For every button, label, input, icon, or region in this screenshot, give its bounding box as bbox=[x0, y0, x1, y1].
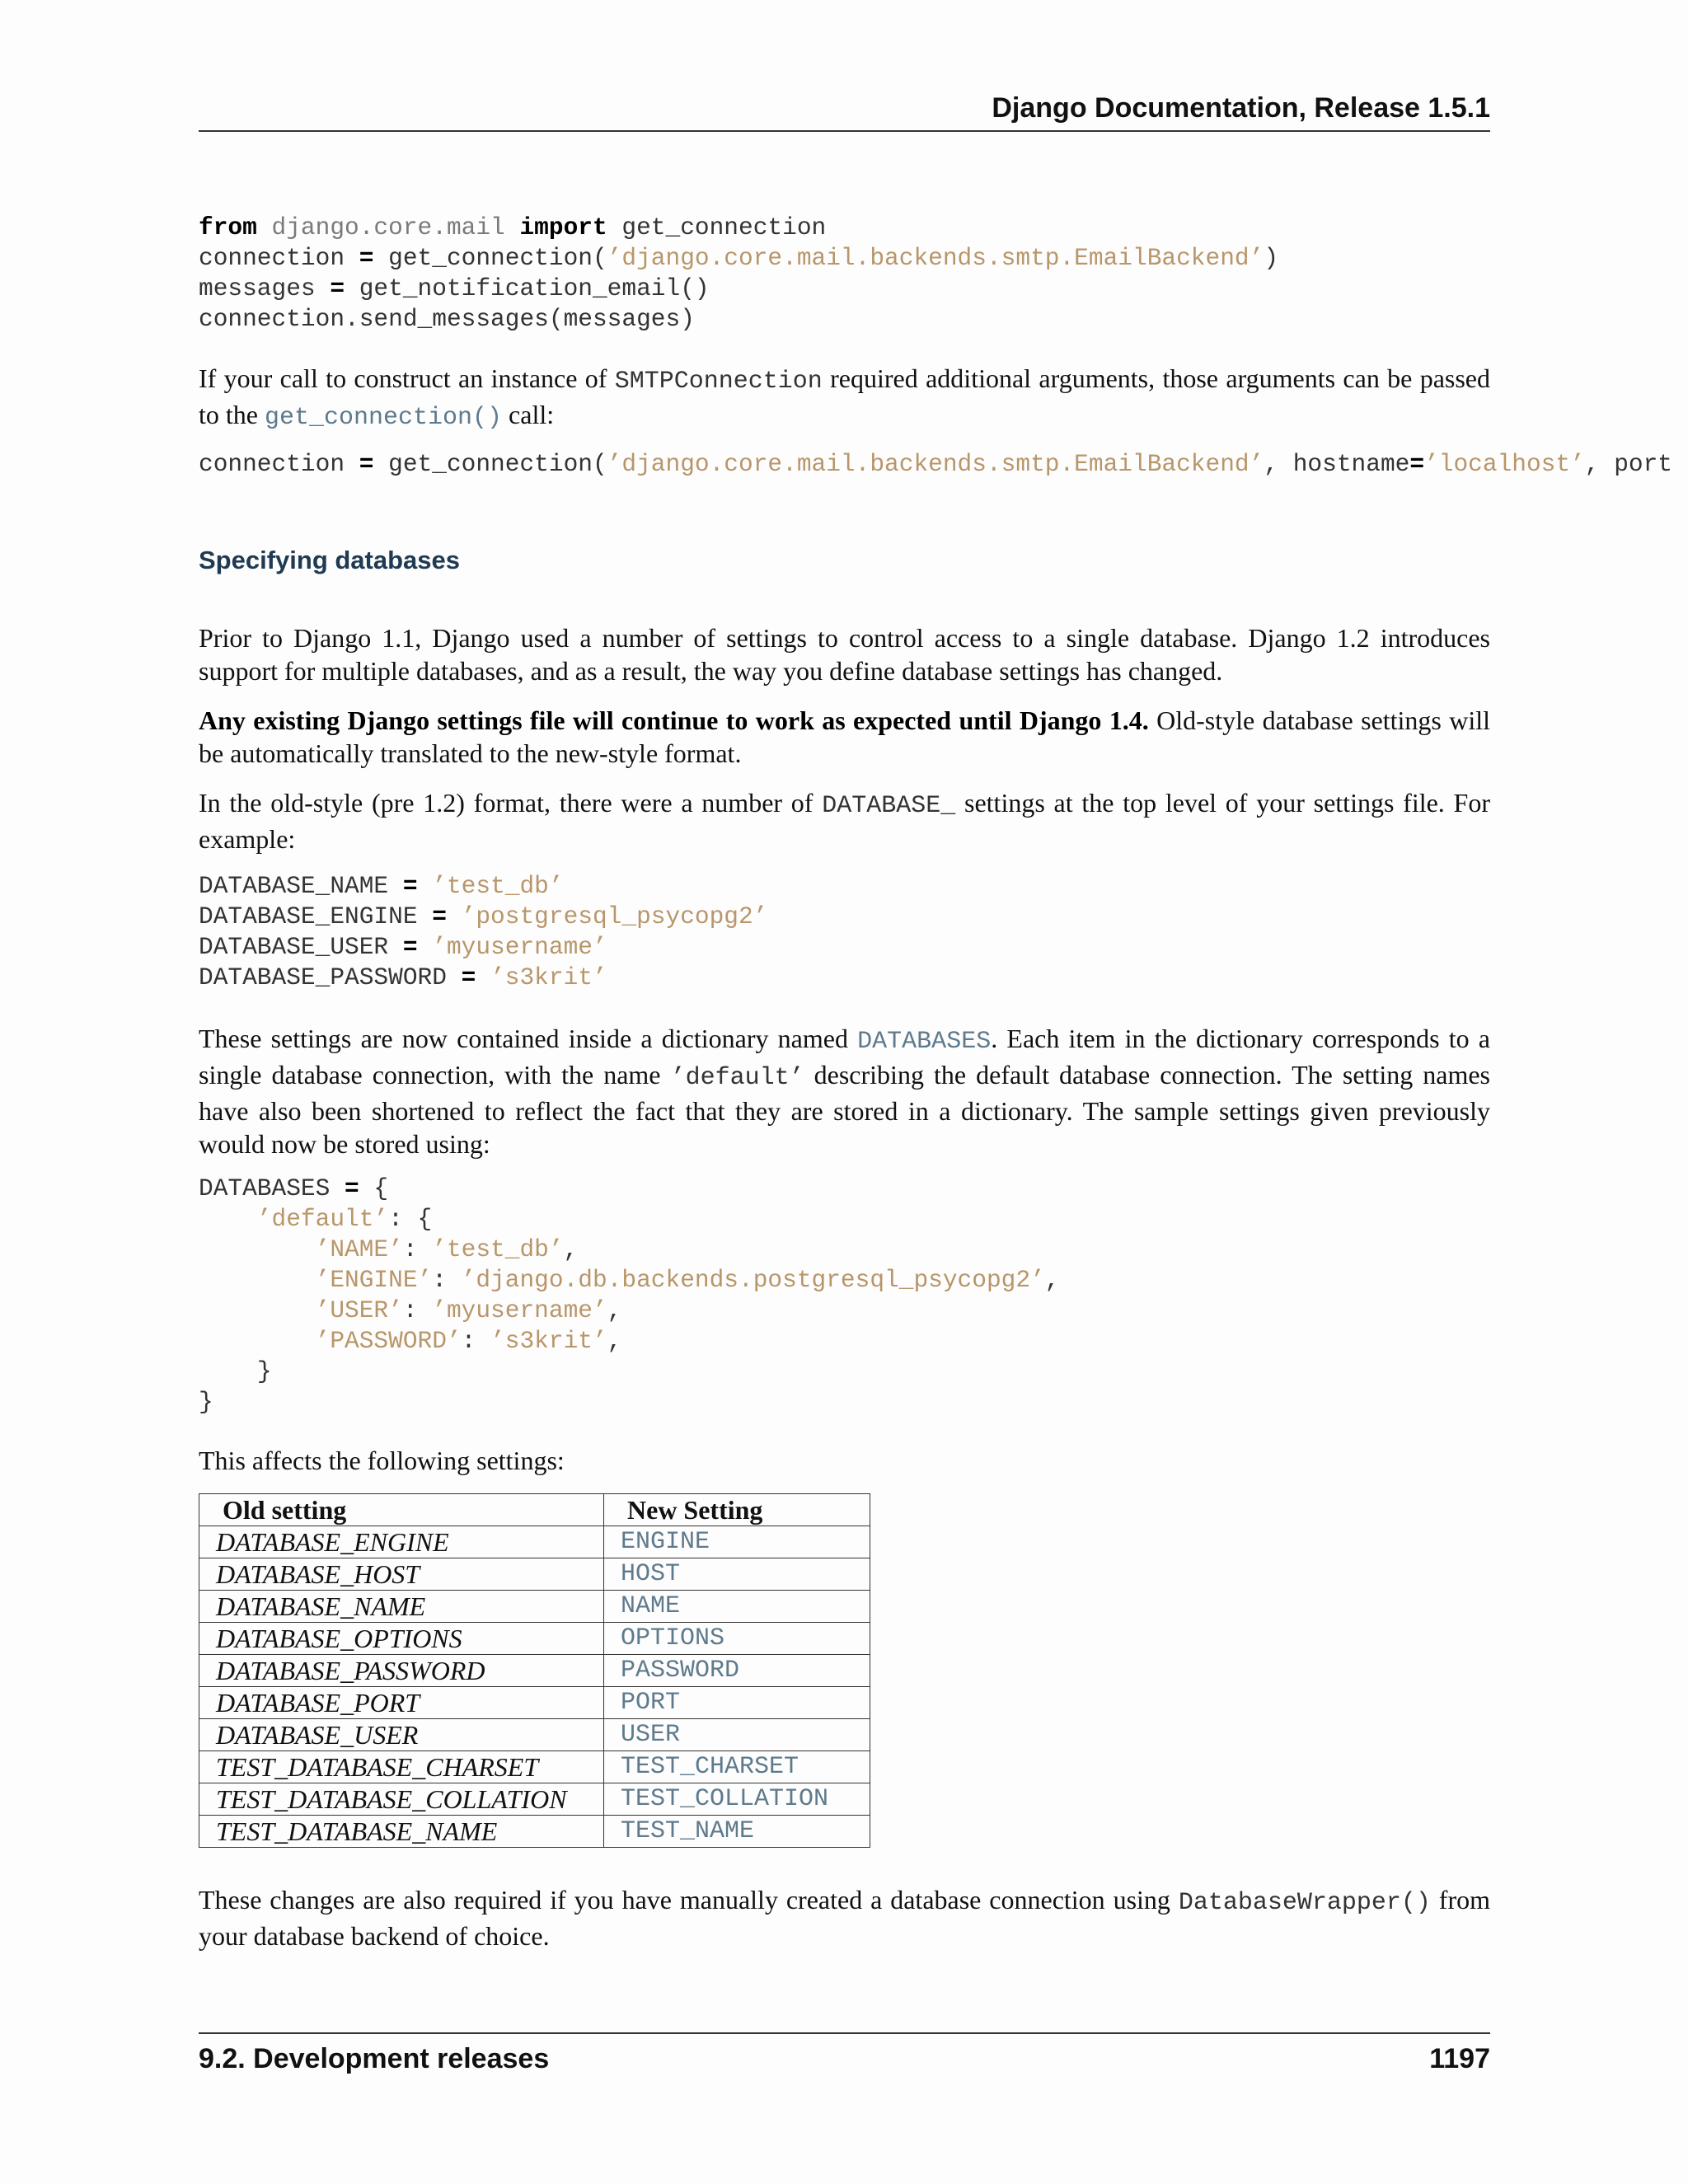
new-setting-link[interactable]: TEST_NAME bbox=[604, 1816, 870, 1848]
text: describing the default database connection. The setting names have also been shortened to reflect the fact that they are stored in a dictionary. The sample settings given previously would now be stored using: bbox=[199, 1060, 1491, 1159]
code-operator: = bbox=[345, 1174, 359, 1202]
old-setting-cell: TEST_DATABASE_NAME bbox=[199, 1816, 604, 1848]
code-text: DATABASE_PASSWORD bbox=[199, 963, 462, 991]
code-string: ’default’ bbox=[256, 1205, 389, 1233]
databases-link[interactable]: DATABASES bbox=[857, 1028, 992, 1056]
paragraph-old-style-format bbox=[199, 786, 1490, 855]
code-line bbox=[199, 1174, 1059, 1204]
code-keyword: import bbox=[519, 213, 607, 241]
text: Old-style database settings will be automatically translated to the new-style format. bbox=[199, 705, 1491, 768]
table-row bbox=[199, 1591, 870, 1623]
table-row bbox=[199, 1623, 870, 1655]
code-string: ’PASSWORD’ bbox=[315, 1327, 462, 1355]
settings-mapping-table bbox=[199, 1493, 870, 1848]
code-block-connection-hostname bbox=[199, 449, 1688, 480]
footer-page-number: 1197 bbox=[1429, 2043, 1490, 2074]
code-text: get_notification_email() bbox=[345, 274, 710, 302]
old-setting-cell: DATABASE_PASSWORD bbox=[199, 1655, 604, 1687]
table-row bbox=[199, 1558, 870, 1591]
code-line bbox=[199, 871, 767, 902]
old-setting-cell: DATABASE_ENGINE bbox=[199, 1526, 604, 1558]
code-line: } bbox=[199, 1388, 213, 1416]
code-string: ’s3krit’ bbox=[490, 963, 607, 991]
code-text: : bbox=[402, 1296, 433, 1324]
inline-code: ’default’ bbox=[670, 1064, 804, 1092]
paragraph-database-wrapper bbox=[199, 1883, 1490, 1952]
paragraph-prior-to-django: Prior to Django 1.1, Django used a number of settings to control access to a single database. Django 1.2 introduces support for multiple databases, and as a result, the way you define database settings has changed. bbox=[199, 623, 1490, 686]
old-setting-cell: DATABASE_NAME bbox=[199, 1591, 604, 1623]
code-text: , bbox=[563, 1235, 579, 1263]
text: These changes are also required if you have manually created a database connection using bbox=[199, 1885, 1179, 1915]
code-text: connection bbox=[199, 244, 359, 272]
table-row bbox=[199, 1783, 870, 1816]
code-text: messages bbox=[199, 274, 331, 302]
code-text: , port bbox=[1584, 450, 1673, 478]
code-operator: = bbox=[359, 450, 374, 478]
text: required additional arguments, those arguments can be passed to the bbox=[199, 363, 1491, 429]
code-operator: = bbox=[1409, 450, 1425, 478]
new-setting-link[interactable]: ENGINE bbox=[604, 1526, 870, 1558]
text: In the old-style (pre 1.2) format, there were a number of bbox=[199, 788, 823, 818]
text: . Each item in the dictionary corresponds to a single database connection, with the name bbox=[199, 1024, 1491, 1090]
paragraph-databases-dictionary bbox=[199, 1022, 1490, 1160]
footer-rule bbox=[199, 2032, 1490, 2034]
new-setting-link[interactable]: TEST_CHARSET bbox=[604, 1751, 870, 1783]
text: If your call to construct an instance of bbox=[199, 363, 615, 393]
column-header-old-setting: Old setting bbox=[199, 1494, 604, 1526]
old-setting-cell: TEST_DATABASE_CHARSET bbox=[199, 1751, 604, 1783]
old-setting-cell: DATABASE_PORT bbox=[199, 1687, 604, 1719]
code-text: , hostname bbox=[1264, 450, 1410, 478]
text: from your database backend of choice. bbox=[199, 1885, 1491, 1951]
code-text: : bbox=[402, 1235, 433, 1263]
old-setting-cell: TEST_DATABASE_COLLATION bbox=[199, 1783, 604, 1816]
code-text: : bbox=[432, 1266, 462, 1294]
code-text: ) bbox=[1264, 244, 1279, 272]
inline-code: SMTPConnection bbox=[614, 368, 823, 396]
old-setting-cell: DATABASE_USER bbox=[199, 1719, 604, 1751]
code-string: ’myusername’ bbox=[432, 933, 607, 961]
code-module: django.core.mail bbox=[271, 213, 505, 241]
code-text: , bbox=[607, 1296, 622, 1324]
code-string: ’test_db’ bbox=[432, 872, 564, 900]
code-string: ’myusername’ bbox=[432, 1296, 607, 1324]
code-operator: = bbox=[330, 274, 345, 302]
code-string: ’django.core.mail.backends.smtp.EmailBackend’ bbox=[607, 450, 1264, 478]
new-setting-link[interactable]: HOST bbox=[604, 1558, 870, 1591]
table-row bbox=[199, 1719, 870, 1751]
code-string: ’test_db’ bbox=[432, 1235, 564, 1263]
table-row bbox=[199, 1751, 870, 1783]
new-setting-link[interactable]: NAME bbox=[604, 1591, 870, 1623]
code-string: ’django.db.backends.postgresql_psycopg2’ bbox=[461, 1266, 1045, 1294]
text: call: bbox=[502, 400, 555, 429]
paragraph-affects-settings: This affects the following settings: bbox=[199, 1446, 565, 1475]
code-line bbox=[199, 963, 767, 993]
code-string: ’s3krit’ bbox=[490, 1327, 607, 1355]
code-string: ’ENGINE’ bbox=[315, 1266, 433, 1294]
code-text: DATABASE_ENGINE bbox=[199, 902, 433, 930]
table-header-row bbox=[199, 1494, 870, 1526]
table-row bbox=[199, 1687, 870, 1719]
code-operator: = bbox=[432, 902, 447, 930]
footer-section-title: 9.2. Development releases bbox=[199, 2043, 550, 2074]
code-line: connection.send_messages(messages) bbox=[199, 305, 695, 333]
code-string: ’localhost’ bbox=[1424, 450, 1585, 478]
inline-code: DatabaseWrapper() bbox=[1178, 1889, 1431, 1917]
code-operator: = bbox=[402, 872, 418, 900]
code-line bbox=[199, 1357, 1059, 1387]
header-rule bbox=[199, 130, 1490, 132]
code-line bbox=[199, 932, 767, 963]
code-text: DATABASE_NAME bbox=[199, 872, 403, 900]
code-block-databases-dict bbox=[199, 1174, 1059, 1418]
code-text: DATABASES bbox=[199, 1174, 345, 1202]
code-text: : bbox=[461, 1327, 491, 1355]
code-operator: = bbox=[461, 963, 476, 991]
code-name: get_connection bbox=[621, 213, 827, 241]
code-text: : { bbox=[388, 1205, 433, 1233]
new-setting-link[interactable]: TEST_COLLATION bbox=[604, 1783, 870, 1816]
new-setting-link[interactable]: PASSWORD bbox=[604, 1655, 870, 1687]
code-string: ’django.core.mail.backends.smtp.EmailBackend’ bbox=[607, 244, 1264, 272]
code-text: DATABASE_USER bbox=[199, 933, 403, 961]
code-text: get_connection( bbox=[373, 450, 607, 478]
text: These settings are now contained inside a dictionary named bbox=[199, 1024, 858, 1053]
text: settings at the top level of your settings file. For example: bbox=[199, 788, 1491, 854]
code-line bbox=[199, 1296, 1059, 1326]
code-text: connection bbox=[199, 450, 359, 478]
paragraph-smtp-arguments bbox=[199, 362, 1490, 434]
code-line bbox=[199, 1235, 1059, 1265]
get-connection-link[interactable]: get_connection() bbox=[264, 404, 503, 432]
code-text: , bbox=[607, 1327, 622, 1355]
code-block-get-connection bbox=[199, 213, 1278, 335]
bold-text: Any existing Django settings file will continue to work as expected until Django 1.4. bbox=[199, 705, 1149, 735]
code-line bbox=[199, 1204, 1059, 1235]
inline-code: DATABASE_ bbox=[822, 792, 956, 820]
code-keyword: from bbox=[199, 213, 257, 241]
running-header-title: Django Documentation, Release 1.5.1 bbox=[992, 92, 1490, 124]
code-text: } bbox=[256, 1357, 272, 1385]
new-setting-link[interactable]: PORT bbox=[604, 1687, 870, 1719]
table-row bbox=[199, 1526, 870, 1558]
new-setting-link[interactable]: OPTIONS bbox=[604, 1623, 870, 1655]
code-string: ’USER’ bbox=[315, 1296, 403, 1324]
paragraph-existing-settings bbox=[199, 704, 1490, 770]
code-line bbox=[199, 1265, 1059, 1296]
code-line bbox=[199, 243, 1278, 274]
table-row bbox=[199, 1816, 870, 1848]
code-text: get_connection( bbox=[373, 244, 607, 272]
code-line bbox=[199, 274, 1278, 304]
code-line bbox=[199, 1326, 1059, 1357]
section-heading: Specifying databases bbox=[199, 546, 461, 574]
old-setting-cell: DATABASE_HOST bbox=[199, 1558, 604, 1591]
code-line bbox=[199, 902, 767, 932]
table-row bbox=[199, 1655, 870, 1687]
column-header-new-setting: New Setting bbox=[604, 1494, 870, 1526]
code-text: { bbox=[359, 1174, 389, 1202]
old-setting-cell: DATABASE_OPTIONS bbox=[199, 1623, 604, 1655]
new-setting-link[interactable]: USER bbox=[604, 1719, 870, 1751]
code-string: ’NAME’ bbox=[315, 1235, 403, 1263]
code-line bbox=[199, 213, 1278, 243]
code-block-old-settings bbox=[199, 871, 767, 993]
code-operator: = bbox=[359, 244, 374, 272]
code-text: , bbox=[1044, 1266, 1060, 1294]
code-string: ’postgresql_psycopg2’ bbox=[461, 902, 768, 930]
code-operator: = bbox=[402, 933, 418, 961]
